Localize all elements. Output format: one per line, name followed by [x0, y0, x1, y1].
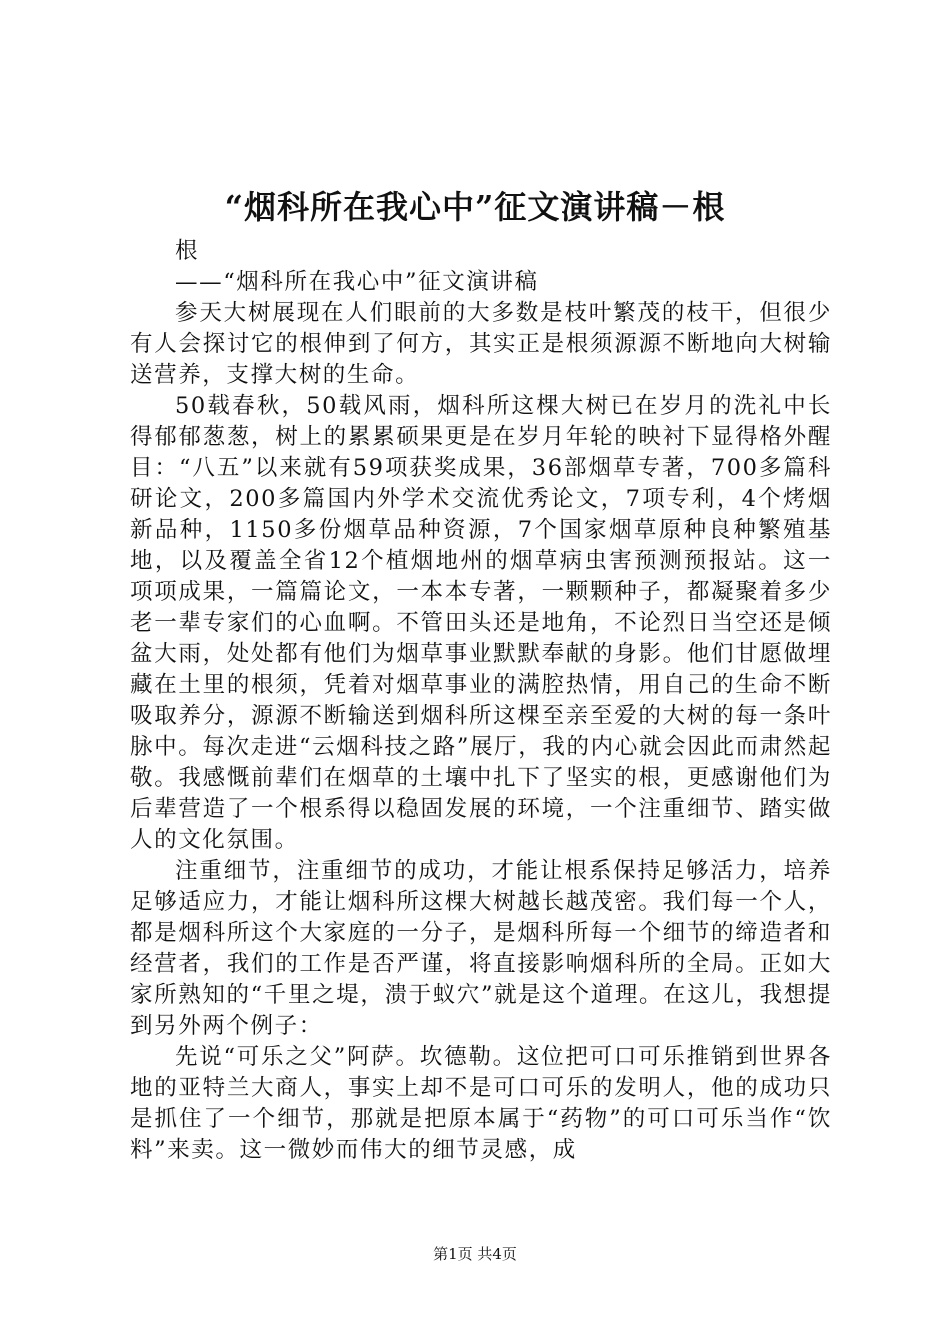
subtitle-root: 根 [175, 238, 200, 264]
document-title: “烟科所在我心中”征文演讲稿－根 [224, 188, 726, 226]
paragraph-3: 注重细节，注重细节的成功，才能让根系保持足够活力，培养足够适应力，才能让烟科所这棵大树越长越茂密。我们每一个人，都是烟科所这个大家庭的一分子，是烟科所每一个细节的缔造者和经营者，我们的工作是否严谨，将直接影响烟科所的全局。正如大家所熟知的“千里之堤，溃于蚁穴”就是这个道理。在这儿，我想提到另外两个例子： [130, 858, 832, 1039]
subtitle-speech: ——“烟科所在我心中”征文演讲稿 [175, 269, 539, 295]
paragraph-4: 先说“可乐之父”阿萨。坎德勒。这位把可口可乐推销到世界各地的亚特兰大商人，事实上却不是可口可乐的发明人，他的成功只是抓住了一个细节，那就是把原本属于“药物”的可口可乐当作“饮料”来卖。这一微妙而伟大的细节灵感，成 [130, 1044, 832, 1163]
document-body [130, 236, 832, 1166]
paragraph-1: 参天大树展现在人们眼前的大多数是枝叶繁茂的枝干，但很少有人会探讨它的根伸到了何方，其实正是根须源源不断地向大树输送营养，支撑大树的生命。 [130, 300, 832, 388]
page-number: 第1页 共4页 [433, 1245, 517, 1263]
paragraph-2: 50载春秋，50载风雨，烟科所这棵大树已在岁月的洗礼中长得郁郁葱葱，树上的累累硕果更是在岁月年轮的映衬下显得格外醒目：“八五”以来就有59项获奖成果，36部烟草专著，700多篇科研论文，200多篇国内外学术交流优秀论文，7项专利，4个烤烟新品种，1150多份烟草品种资源，7个国家烟草原种良种繁殖基地，以及覆盖全省12个植烟地州的烟草病虫害预测预报站。这一项项成果，一篇篇论文，一本本专著，一颗颗种子，都凝聚着多少老一辈专家们的心血啊。不管田头还是地角，不论烈日当空还是倾盆大雨，处处都有他们为烟草事业默默奉献的身影。他们甘愿做埋藏在土里的根须，凭着对烟草事业的满腔热情，用自己的生命不断吸取养分，源源不断输送到烟科所这棵至亲至爱的大树的每一条叶脉中。每次走进“云烟科技之路”展厅，我的内心就会因此而肃然起敬。我感慨前辈们在烟草的土壤中扎下了坚实的根，更感谢他们为后辈营造了一个根系得以稳固发展的环境，一个注重细节、踏实做人的文化氛围。 [130, 393, 832, 853]
